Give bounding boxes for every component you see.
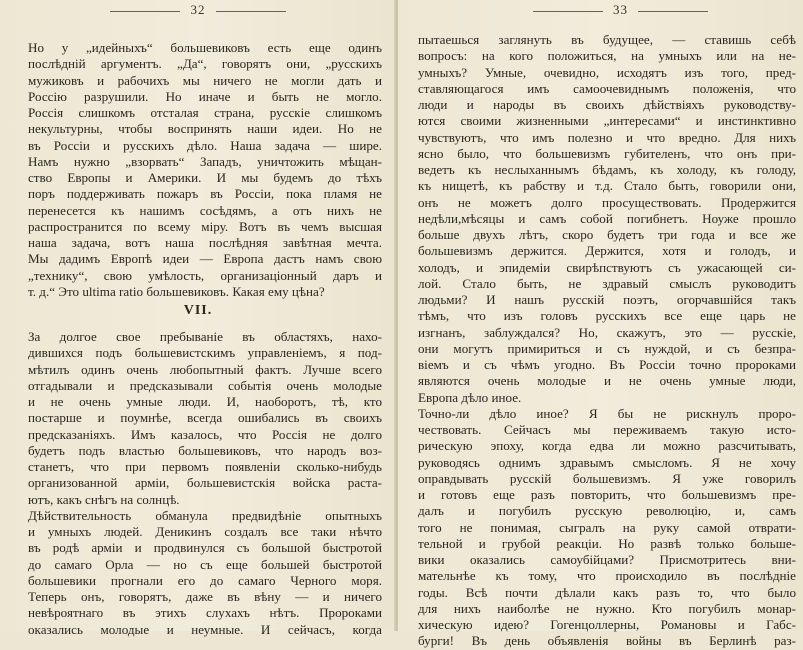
text-line: онъ не можетъ долго просуществовать. Продержится bbox=[418, 194, 796, 210]
section-heading: VII. bbox=[183, 303, 213, 318]
text-line: мѣтилъ одинъ очень любопытный фактъ. Лучше всего bbox=[28, 361, 382, 377]
text-line: люди и народы въ своихъ дѣйствіяхъ руководству- bbox=[418, 97, 796, 112]
text-line: будетъ подъ властью большевиковъ, что народъ воз- bbox=[28, 442, 382, 458]
text-line: въ Россіи и русскихъ дѣло. Наша задача — шире. bbox=[28, 137, 382, 153]
text-line: За долгое свое пребываніе въ областяхъ, нахо- bbox=[28, 329, 382, 344]
right-page bbox=[398, 0, 803, 649]
text-line: предсказаніяхъ. Имъ казалось, что Россія не долго bbox=[28, 426, 382, 442]
text-line: къ нищетѣ, къ рабству и т.д. Стало быть, говорили они, bbox=[418, 178, 796, 194]
text-line: рическую эпоху, когда едва ли можно разсчитывать, bbox=[418, 438, 796, 454]
text-line: „технику“, свою умѣлость, организаціонный даръ и bbox=[28, 267, 382, 283]
page-header-right bbox=[438, 2, 803, 20]
text-line: далъ и погубилъ русскую революцію, и, самъ bbox=[418, 503, 796, 519]
header-rule bbox=[110, 11, 180, 12]
page-number: 33 bbox=[613, 2, 628, 17]
text-line: ютъ, какъ снѣгъ на солнцѣ. bbox=[28, 491, 180, 507]
text-line: и умныхъ людей. Деникинъ создалъ все таки нѣчто bbox=[28, 524, 382, 539]
text-line: вики оказались самоубійцами? Присмотритесь вни- bbox=[418, 552, 796, 567]
text-line: перенесется къ нашимъ сосѣдямъ, а отъ нихъ не bbox=[28, 202, 382, 218]
text-line: холодъ, и эпидеміи свирѣпствуютъ съ ужасающей си- bbox=[418, 259, 796, 275]
text-line: чествовать. Сейчасъ мы переживаемъ такую исто- bbox=[418, 422, 796, 437]
text-line: оправдывать русскій большевизмъ. Я уже говорилъ bbox=[418, 470, 796, 486]
text-line: вопросъ: на кого положиться, на умныхъ или на не- bbox=[418, 48, 796, 64]
text-line: руководясь однимъ здравымъ смысломъ. Я не хочу bbox=[418, 454, 796, 470]
text-line: больше двухъ лѣтъ, скоро будетъ три года и все же bbox=[418, 227, 796, 242]
text-line: Мы дадимъ Европѣ идеи — Европа дастъ намъ свою bbox=[28, 251, 382, 267]
text-line: станетъ, что при первомъ появленіи сколько-нибудь bbox=[28, 459, 382, 474]
text-line: т. д.“ Это ultima ratio большевиковъ. Какая ему цѣна? bbox=[28, 283, 325, 299]
text-line: годы. Всѣ почти дѣлали какъ разъ то, что было bbox=[418, 584, 796, 600]
text-line: Но у „идейныхъ“ большевиковъ есть еще одинъ bbox=[28, 40, 382, 55]
text-line: оказались молодые и неумные. И сейчасъ, когда bbox=[28, 621, 382, 637]
text-line: Точно-ли дѣло иное? Я бы не рискнулъ проро- bbox=[418, 405, 796, 421]
text-line: являются очень молодые и не очень умные люди, bbox=[418, 373, 796, 389]
text-line: большевизмъ держится. Держится, хотя и голодъ, и bbox=[418, 243, 796, 259]
text-line: некультурны, чтобы воспринять наши идеи. Но не bbox=[28, 121, 382, 137]
text-line: мательнѣе къ тому, что происходило въ послѣдніе bbox=[418, 568, 796, 584]
text-line: и не очень умные люди. И, наоборотъ, тѣ, кто bbox=[28, 394, 382, 409]
text-line: ставляющагося имъ самоочевиднымъ положенія, что bbox=[418, 80, 796, 96]
text-line: бурги! Въ день объявленія войны въ Берлинѣ раз- bbox=[418, 633, 796, 649]
text-line: віемъ и съ чѣмъ угодно. Въ Россіи точно пророками bbox=[418, 357, 796, 372]
text-block bbox=[418, 32, 796, 650]
text-line: того не понимая, сыгралъ на руку самой отврати- bbox=[418, 519, 796, 535]
text-block-top bbox=[28, 40, 382, 300]
text-line: большевики прогнали его до самаго Черного моря. bbox=[28, 572, 382, 588]
text-line: хическую идею? Гогенцоллерны, Романовы и Габс- bbox=[418, 617, 796, 632]
text-line: мужиковъ и рабочихъ мы ничего не могли дать и bbox=[28, 72, 382, 88]
header-rule bbox=[216, 11, 286, 12]
text-line: они могутъ примириться и съ нуждой, и съ безпра- bbox=[418, 340, 796, 356]
text-line: ство Европы и Америки. И мы будемъ до тѣхъ bbox=[28, 170, 382, 185]
text-line: невѣроятнаго въ этихъ слухахъ нѣтъ. Пророками bbox=[28, 605, 382, 621]
text-line: людьми? И нашъ русскій поэтъ, огорчавшійся такъ bbox=[418, 292, 796, 307]
page-number: 32 bbox=[190, 2, 206, 17]
text-line: изгнанъ, заблуждался? Но, скажутъ, это — русскіе, bbox=[418, 324, 796, 340]
text-line: наша задача, вотъ наша послѣдняя завѣтная мечта. bbox=[28, 235, 382, 250]
text-line: Дѣйствительность обманула предвидѣніе опытныхъ bbox=[28, 507, 382, 523]
left-page bbox=[0, 0, 396, 637]
text-line: Россію разрушили. Но иначе и быть не могло. bbox=[28, 88, 382, 104]
text-block-bottom bbox=[28, 329, 382, 638]
text-line: умныхъ? Умные, очевидно, исходятъ изъ того, пред- bbox=[418, 64, 796, 80]
text-line: Россія слишкомъ отсталая страна, русскіе слишкомъ bbox=[28, 105, 382, 120]
text-line: ются своими жизненными „интересами“ и инстинктивно bbox=[418, 113, 796, 129]
text-line: недѣли,мѣсяцы и самъ собой погибнетъ. Ноуже прошло bbox=[418, 210, 796, 226]
text-line: въ родѣ арміи и продвинулся съ большой быстротой bbox=[28, 540, 382, 556]
text-line: и готовъ еще разъ повторить, что большевизмъ пре- bbox=[418, 487, 796, 502]
text-line: организованной арміи, большевистскія войска раста- bbox=[28, 475, 382, 491]
text-line: послѣдній аргументъ. „Да“, говорятъ они, „русскихъ bbox=[28, 56, 382, 72]
text-line: Теперь онъ, говорятъ, даже въ вѣну — и ничего bbox=[28, 589, 382, 604]
text-line: отгадывали и предсказывали событія очень молодые bbox=[28, 377, 382, 393]
text-line: поръ поддерживать пожаръ въ Россіи, пока пламя не bbox=[28, 186, 382, 202]
text-line: тельной и грубой реакціи. Но развѣ только больше- bbox=[418, 535, 796, 551]
text-line: пытаешься заглянуть въ будущее, — ставишь себѣ bbox=[418, 32, 796, 47]
text-line: дившихся подъ большевистскимъ управленіемъ, я под- bbox=[28, 345, 382, 361]
text-line: для нихъ наиболѣе не нужно. Кто погубилъ монар- bbox=[418, 600, 796, 616]
text-line: ясно было, что большевизмъ губителенъ, что онъ при- bbox=[418, 145, 796, 161]
text-line: ведетъ къ неслыханнымъ бѣдамъ, къ холоду, къ голоду, bbox=[418, 162, 796, 177]
header-rule bbox=[638, 11, 708, 12]
text-line: тѣмъ, что изъ головъ русскихъ все еще царь не bbox=[418, 308, 796, 324]
header-rule bbox=[533, 11, 603, 12]
page-header-left bbox=[0, 2, 396, 20]
text-line: лой. Стало быть, не здравый смыслъ руководитъ bbox=[418, 275, 796, 291]
text-line: постарше и поумнѣе, всегда ошибались въ своихъ bbox=[28, 410, 382, 426]
text-line: распространится по всему міру. Вотъ въ чемъ высшая bbox=[28, 218, 382, 234]
text-line: Европа дѣло иное. bbox=[418, 389, 522, 405]
text-line: до самаго Орла — но съ еще большей быстротой bbox=[28, 556, 382, 572]
text-line: чувствуютъ, что имъ полезно и что вредно. Для нихъ bbox=[418, 129, 796, 145]
text-line: Намъ нужно „взорвать“ Западъ, уничтожить мѣщан- bbox=[28, 153, 382, 169]
